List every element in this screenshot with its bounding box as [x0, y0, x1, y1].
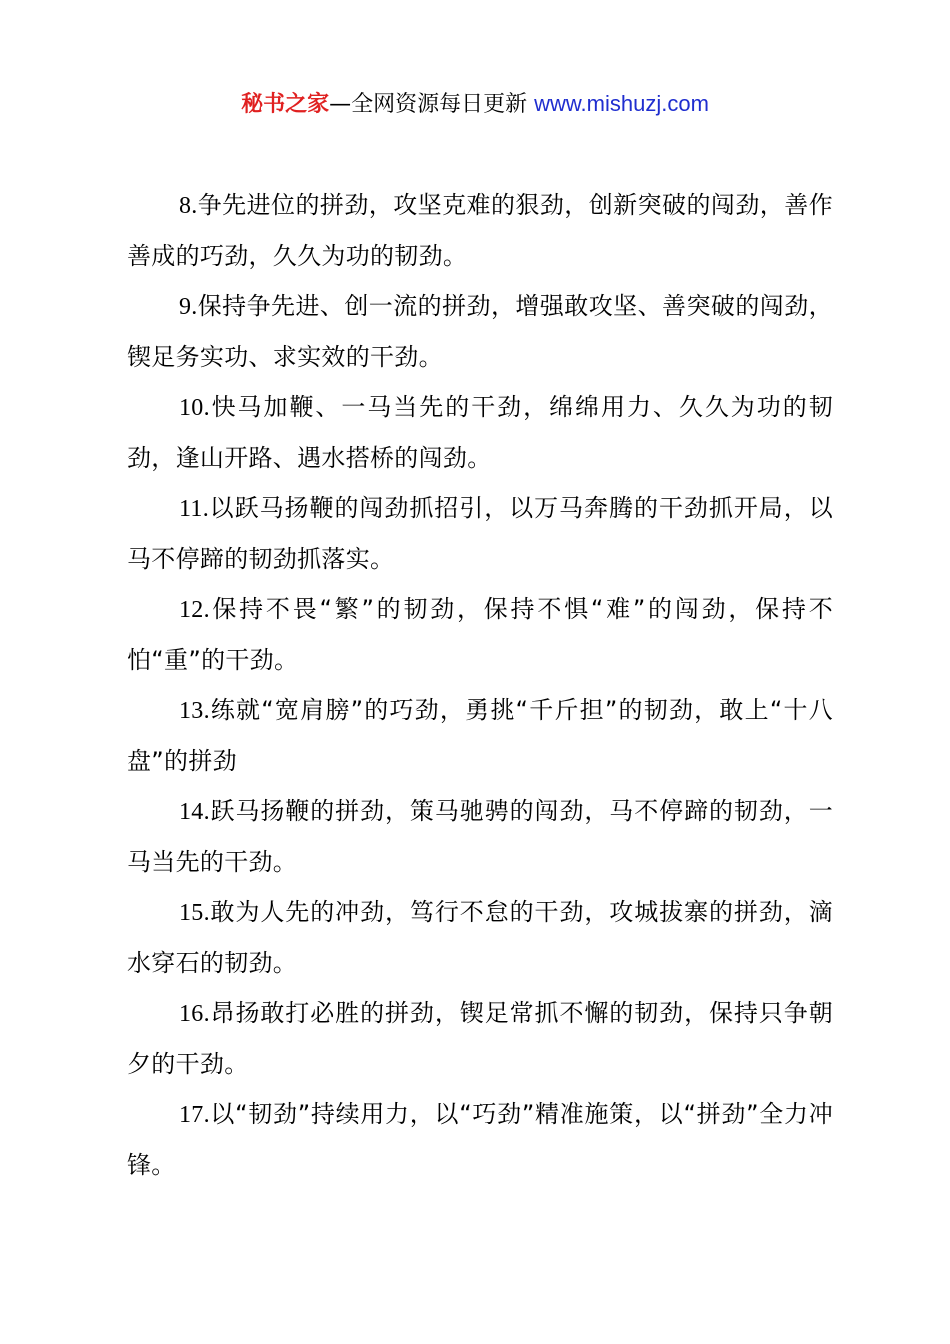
- site-header: [0, 88, 950, 121]
- item-number: 17.: [179, 1102, 210, 1128]
- item-text: 保持不畏“繁”的韧劲，保持不惧“难”的闯劲，保持不怕“重”的干劲。: [127, 595, 833, 674]
- item-text: 保持争先进、创一流的拼劲，增强敢攻坚、善突破的闯劲，锲足务实功、求实效的干劲。: [127, 292, 833, 371]
- brand-name: 秘书之家: [241, 92, 330, 117]
- item-number: 12.: [179, 597, 210, 623]
- item-text: 敢为人先的冲劲，笃行不怠的干劲，攻城拔寨的拼劲，滴水穿石的韧劲。: [127, 898, 833, 977]
- item-number: 13.: [179, 698, 210, 724]
- item-number: 15.: [179, 900, 210, 926]
- list-item: [127, 382, 833, 483]
- item-number: 11.: [179, 496, 210, 522]
- list-item: [127, 1089, 833, 1190]
- document-body: [127, 180, 833, 1190]
- item-text: 跃马扬鞭的拼劲，策马驰骋的闯劲，马不停蹄的韧劲，一马当先的干劲。: [127, 797, 833, 876]
- item-number: 14.: [179, 799, 210, 825]
- item-number: 16.: [179, 1001, 210, 1027]
- list-item: [127, 988, 833, 1089]
- item-text: 以“韧劲”持续用力，以“巧劲”精准施策，以“拼劲”全力冲锋。: [127, 1100, 833, 1179]
- item-text: 练就“宽肩膀”的巧劲，勇挑“千斤担”的韧劲，敢上“十八盘”的拼劲: [127, 696, 833, 775]
- item-text: 以跃马扬鞭的闯劲抓招引，以万马奔腾的干劲抓开局，以马不停蹄的韧劲抓落实。: [127, 494, 833, 573]
- list-item: [127, 180, 833, 281]
- header-slogan: —全网资源每日更新: [329, 92, 528, 117]
- list-item: [127, 584, 833, 685]
- item-number: 10.: [179, 395, 210, 421]
- list-item: [127, 786, 833, 887]
- list-item: [127, 887, 833, 988]
- list-item: [127, 483, 833, 584]
- item-text: 昂扬敢打必胜的拼劲，锲足常抓不懈的韧劲，保持只争朝夕的干劲。: [127, 999, 833, 1078]
- item-number: 9.: [179, 294, 198, 320]
- item-number: 8.: [179, 193, 198, 219]
- item-text: 快马加鞭、一马当先的干劲，绵绵用力、久久为功的韧劲，逢山开路、遇水搭桥的闯劲。: [127, 393, 833, 472]
- site-url[interactable]: www.mishuzj.com: [534, 91, 709, 116]
- list-item: [127, 281, 833, 382]
- list-item: [127, 685, 833, 786]
- item-text: 争先进位的拼劲，攻坚克难的狠劲，创新突破的闯劲，善作善成的巧劲，久久为功的韧劲。: [127, 191, 833, 270]
